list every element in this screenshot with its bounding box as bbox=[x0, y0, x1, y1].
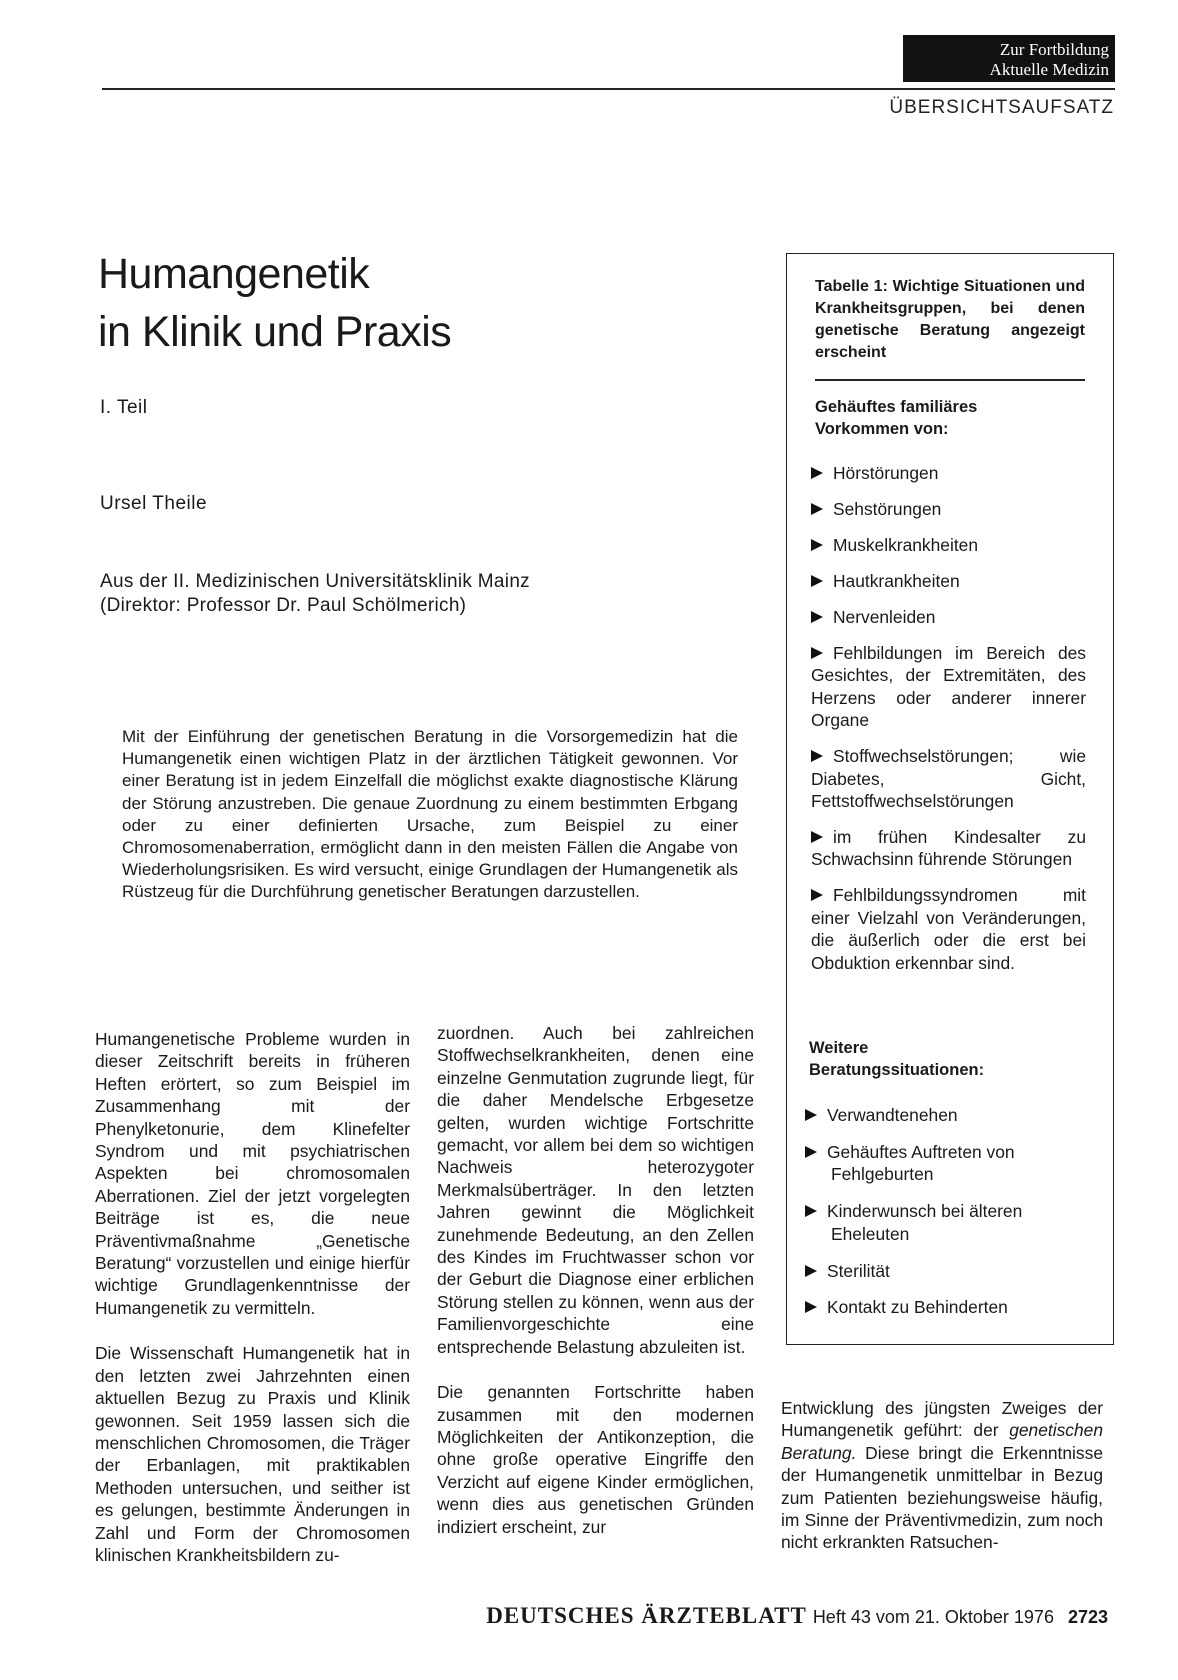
list-item bbox=[811, 498, 1086, 520]
list-item-text: Kontakt zu Behinderten bbox=[827, 1297, 1008, 1318]
article-title bbox=[98, 245, 451, 361]
list-item bbox=[811, 534, 1086, 556]
table-heading-further bbox=[809, 1037, 984, 1081]
list-item bbox=[811, 570, 1086, 592]
paragraph: Die genannten Fortschritte haben zusammen mit den modernen Möglichkeiten der Antikonzeption, die ohne große operative Eingriffe den Verzicht auf eigene Kinder ermöglichen, wenn dies aus genetischen Gründen indiziert erscheint, zur bbox=[437, 1382, 754, 1537]
table-title: Tabelle 1: Wichtige Situationen und Krankheitsgruppen, bei denen genetische Beratung angezeigt erscheint bbox=[815, 278, 1085, 361]
list-item bbox=[811, 462, 1086, 484]
triangle-bullet-icon bbox=[811, 889, 823, 901]
paragraph-text: Entwicklung des jüngsten Zweiges der Humangenetik geführt: der bbox=[781, 1398, 1103, 1441]
triangle-bullet-icon bbox=[811, 503, 823, 515]
list-item bbox=[811, 826, 1086, 871]
body-column-2 bbox=[437, 1022, 754, 1538]
rubric-badge bbox=[903, 35, 1115, 82]
paragraph: Die Wissenschaft Humangenetik hat in den letzten zwei Jahrzehnten einen aktuellen Bezug zu Praxis und Klinik gewonnen. Seit 1959 lassen sich die menschlichen Chromosomen, die Träger der Erbanlagen, mit praktikablen Methoden untersuchen, und seither ist es gelungen, bestimmte Änderungen in Zahl und Form der Chromosomen klinischen Krankheitsbildern zu- bbox=[95, 1343, 410, 1565]
triangle-bullet-icon bbox=[811, 831, 823, 843]
further-situations-list bbox=[805, 1104, 1080, 1333]
triangle-bullet-icon bbox=[805, 1146, 817, 1158]
list-item-text: Verwandtenehen bbox=[827, 1105, 958, 1125]
affiliation-line-2: (Direktor: Professor Dr. Paul Schölmerich) bbox=[100, 595, 467, 616]
list-item-text: Fehlbildungssyndromen mit einer Vielzahl von Veränderungen, die äußerlich oder die erst bei Obduktion erkennbar sind. bbox=[811, 885, 1086, 973]
list-item bbox=[805, 1296, 1080, 1318]
triangle-bullet-icon bbox=[811, 611, 823, 623]
list-item-text: Hörstörungen bbox=[833, 463, 939, 483]
issue-info: Heft 43 vom 21. Oktober 1976 bbox=[812, 1607, 1054, 1627]
triangle-bullet-icon bbox=[811, 539, 823, 551]
section-label: ÜBERSICHTSAUFSATZ bbox=[889, 97, 1114, 118]
familial-conditions-list bbox=[811, 462, 1086, 988]
list-item bbox=[811, 745, 1086, 812]
heading-line: Beratungssituationen: bbox=[809, 1061, 985, 1079]
triangle-bullet-icon bbox=[805, 1265, 817, 1277]
list-item-text: Sterilität bbox=[827, 1260, 890, 1281]
body-column-1 bbox=[95, 1028, 410, 1566]
heading-line: Weitere bbox=[809, 1039, 869, 1057]
page-footer bbox=[486, 1603, 1108, 1629]
affiliation-line-1: Aus der II. Medizinischen Universitätsklinik Mainz bbox=[100, 571, 530, 592]
list-item bbox=[811, 606, 1086, 628]
list-item-text: Kinderwunsch bei älteren Eheleuten bbox=[827, 1201, 1023, 1244]
title-line-2: in Klinik und Praxis bbox=[98, 308, 452, 356]
paragraph: zuordnen. Auch bei zahlreichen Stoffwechselkrankheiten, denen eine einzelne Genmutation zugrunde liegt, für die daher Mendelsche Erbgesetze gelten, wurden wichtige Fortschritte gemacht, vor allem bei dem so wichtigen Nachweis heterozygoter Merkmalsüberträger. In den letzten Jahren gewinnt die Möglichkeit zunehmende Bedeutung, an den Zellen des Kindes im Fruchtwasser schon vor der Geburt die Diagnose einer erblichen Störung stellen zu können, wenn aus der Familienvorgeschichte eine entsprechende Belastung abzuleiten ist. bbox=[437, 1023, 754, 1357]
header-rule bbox=[102, 88, 1115, 90]
emphasis-term: genetischen Beratung. bbox=[781, 1420, 1103, 1463]
list-item-text: Muskelkrankheiten bbox=[833, 535, 978, 555]
table-rule bbox=[815, 379, 1085, 381]
article-part: I. Teil bbox=[100, 397, 148, 418]
list-item bbox=[805, 1260, 1080, 1282]
triangle-bullet-icon bbox=[811, 467, 823, 479]
rubric-line-1: Zur Fortbildung bbox=[999, 40, 1109, 59]
paragraph-text: Diese bringt die Erkenntnisse der Humangenetik unmittelbar in Bezug zum Patienten beziehungsweise häufig, im Sinne der Präventivmedizin, zum noch nicht erkrankten Ratsuchen- bbox=[781, 1442, 1103, 1553]
affiliation bbox=[100, 570, 530, 618]
list-item-text: im frühen Kindesalter zu Schwachsinn führende Störungen bbox=[811, 827, 1086, 870]
table-1-box bbox=[786, 253, 1114, 1345]
list-item bbox=[805, 1200, 1080, 1245]
list-item-text: Sehstörungen bbox=[833, 499, 942, 519]
heading-line: Vorkommen von: bbox=[815, 420, 949, 438]
list-item bbox=[811, 884, 1086, 974]
title-line-1: Humangenetik bbox=[98, 250, 370, 298]
triangle-bullet-icon bbox=[805, 1109, 817, 1121]
triangle-bullet-icon bbox=[805, 1301, 817, 1313]
author-name: Ursel Theile bbox=[100, 493, 208, 514]
list-item-text: Nervenleiden bbox=[833, 607, 936, 627]
list-item-text: Stoffwechselstörungen; wie Diabetes, Gicht, Fettstoffwechselstörungen bbox=[811, 746, 1086, 812]
table-heading-familial bbox=[815, 396, 977, 440]
page-number: 2723 bbox=[1067, 1607, 1108, 1627]
list-item-text: Hautkrankheiten bbox=[833, 571, 960, 591]
paragraph bbox=[781, 1397, 1103, 1554]
list-item-text: Fehlbildungen im Bereich des Gesichtes, der Extremitäten, des Herzens oder anderer innerer Organe bbox=[811, 643, 1086, 731]
list-item bbox=[805, 1104, 1080, 1126]
list-item bbox=[805, 1141, 1080, 1186]
rubric-line-2: Aktuelle Medizin bbox=[989, 60, 1109, 79]
triangle-bullet-icon bbox=[811, 575, 823, 587]
list-item bbox=[811, 642, 1086, 732]
triangle-bullet-icon bbox=[811, 750, 823, 762]
heading-line: Gehäuftes familiäres bbox=[815, 398, 978, 416]
triangle-bullet-icon bbox=[811, 647, 823, 659]
abstract: Mit der Einführung der genetischen Beratung in die Vorsorgemedizin hat die Humangenetik einen wichtigen Platz in der ärztlichen Tätigkeit gewonnen. Vor einer Beratung ist in jedem Einzelfall die möglichst exakte diagnostische Klärung der Störung anzustreben. Die genaue Zuordnung zu einem bestimmten Erbgang oder zu einer definierten Ursache, zum Beispiel zu einer Chromosomenaberration, ermöglicht dann in den meisten Fällen die Angabe von Wiederholungsrisiken. Es wird versucht, einige Grundlagen der Humangenetik als Rüstzeug für die Durchführung genetischer Beratungen darzustellen. bbox=[122, 727, 738, 902]
triangle-bullet-icon bbox=[805, 1205, 817, 1217]
journal-name: DEUTSCHES ÄRZTEBLATT bbox=[486, 1603, 807, 1628]
body-column-3 bbox=[781, 1397, 1103, 1554]
list-item-text: Gehäuftes Auftreten von Fehlgeburten bbox=[827, 1141, 1015, 1185]
paragraph: Humangenetische Probleme wurden in dieser Zeitschrift bereits in früheren Heften erörtert, so zum Beispiel im Zusammenhang mit der Phenylketonurie, dem Klinefelter Syndrom und mit psychiatrischen Aspekten bei chromosomalen Aberrationen. Ziel der jetzt vorgelegten Beiträge ist es, die neue Präventivmaßnahme „Genetische Beratung“ vorzustellen und einige hierfür wichtige Grundlagenkenntnisse der Humangenetik zu vermitteln. bbox=[95, 1029, 410, 1318]
